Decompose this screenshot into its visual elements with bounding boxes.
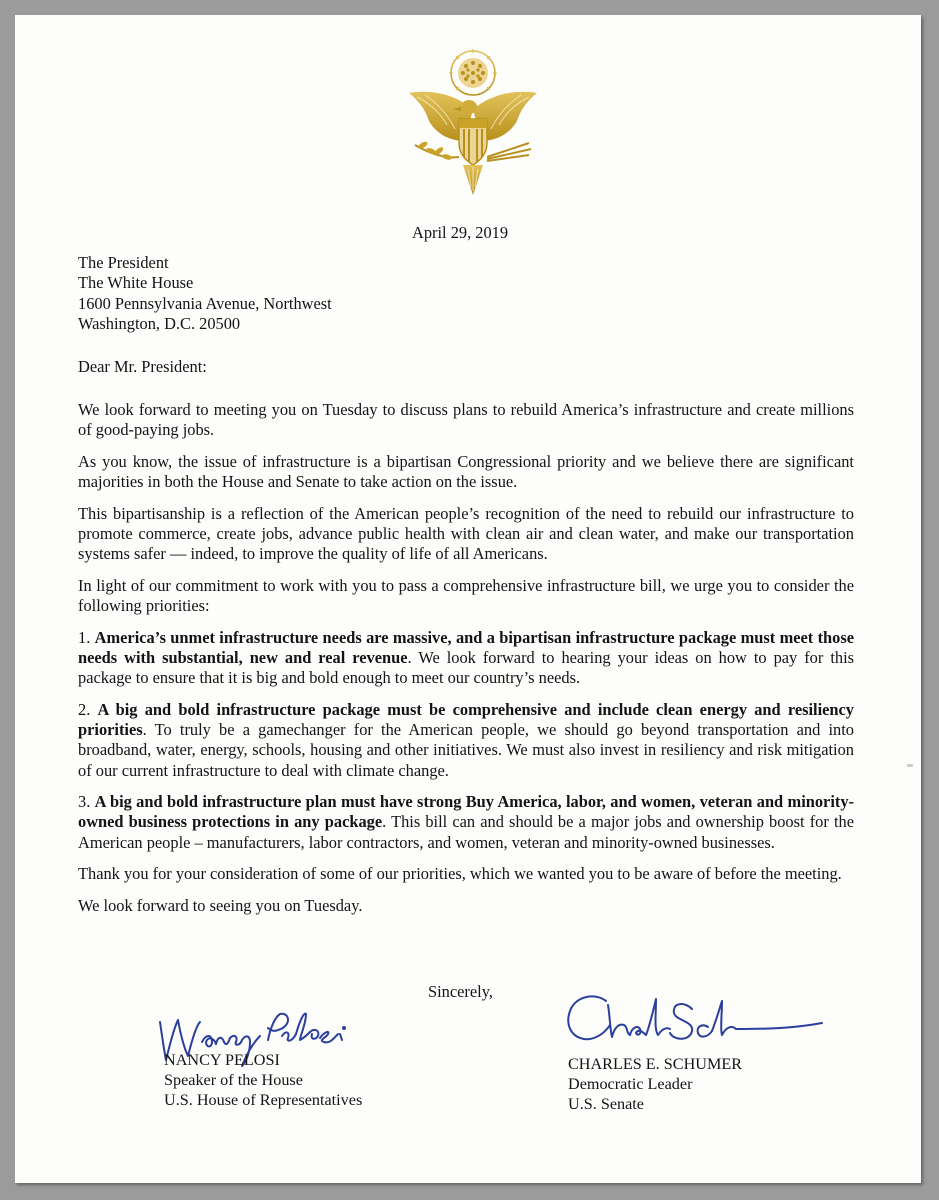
recipient-line: The White House bbox=[78, 273, 194, 293]
recipient-line: 1600 Pennsylvania Avenue, Northwest bbox=[78, 293, 332, 313]
signature-schumer bbox=[560, 985, 830, 1055]
priority-number: 3. bbox=[78, 792, 95, 812]
body-paragraph: Thank you for your consideration of some of our priorities, which we wanted you to be aware of before the meeting. bbox=[78, 864, 842, 884]
body-paragraph: This bipartisanship is a reflection of the American people’s recognition of the need to rebuild our infrastructure to promote commerce, create jobs, advance public health with clean air and clean water, and make our transportation systems safer — indeed, to improve the quality of life of all Americans. bbox=[78, 503, 854, 564]
signer-body: U.S. House of Representatives bbox=[164, 1091, 363, 1110]
priority-item-3 bbox=[78, 792, 854, 853]
body-paragraph: We look forward to meeting you on Tuesday to discuss plans to rebuild America’s infrastructure and create millions of good-paying jobs. bbox=[78, 400, 854, 440]
great-seal-eagle-icon bbox=[389, 45, 557, 203]
scan-speck bbox=[907, 764, 913, 767]
signer-name: NANCY PELOSI bbox=[164, 1051, 280, 1069]
priority-number: 2. bbox=[78, 699, 98, 719]
signer-title: Democratic Leader bbox=[568, 1075, 693, 1094]
signer-body: U.S. Senate bbox=[568, 1095, 644, 1114]
signer-block-pelosi bbox=[164, 1050, 362, 1111]
letter-body bbox=[78, 400, 854, 928]
closing: Sincerely, bbox=[428, 982, 493, 1001]
priority-item-1 bbox=[78, 628, 854, 689]
priority-text: . We look forward to hearing your ideas on how to pay for this package to ensure that it is big and bold enough to meet our country’s needs. bbox=[78, 648, 854, 688]
priority-heading: A big and bold infrastructure plan must have strong Buy America, labor, and women, veteran and minority-owned business protections in any package bbox=[78, 792, 854, 832]
letter-date: April 29, 2019 bbox=[412, 223, 509, 242]
priority-heading: A big and bold infrastructure package must be comprehensive and include clean energy and resiliency priorities bbox=[78, 699, 854, 740]
priority-text: . To truly be a gamechanger for the American people, we should go beyond transportation and into broadband, water, energy, schools, housing and other initiatives. We must also invest in resiliency and risk mitigation of our current infrastructure to deal with climate change. bbox=[78, 720, 854, 780]
signer-block-schumer bbox=[568, 1054, 742, 1115]
signer-title: Speaker of the House bbox=[164, 1071, 303, 1090]
body-paragraph: We look forward to seeing you on Tuesday. bbox=[78, 896, 363, 916]
signer-name: CHARLES E. SCHUMER bbox=[568, 1055, 743, 1073]
recipient-line: Washington, D.C. 20500 bbox=[78, 313, 241, 333]
priority-item-2 bbox=[78, 700, 854, 781]
body-paragraph: In light of our commitment to work with you to pass a comprehensive infrastructure bill, we urge you to consider the following priorities: bbox=[78, 575, 854, 616]
priority-heading: America’s unmet infrastructure needs are massive, and a bipartisan infrastructure package must meet those needs with substantial, new and real revenue bbox=[78, 627, 855, 668]
recipient-line: The President bbox=[78, 253, 169, 272]
priority-text: . This bill can and should be a major jobs and ownership boost for the American people – manufacturers, labor contractors, and women, veteran and minority-owned businesses. bbox=[78, 812, 854, 852]
recipient-address bbox=[78, 253, 332, 334]
body-paragraph: As you know, the issue of infrastructure is a bipartisan Congressional priority and we believe there are significant majorities in both the House and Senate to take action on the issue. bbox=[78, 451, 854, 492]
priority-number: 1. bbox=[78, 627, 95, 647]
salutation: Dear Mr. President: bbox=[78, 357, 207, 376]
